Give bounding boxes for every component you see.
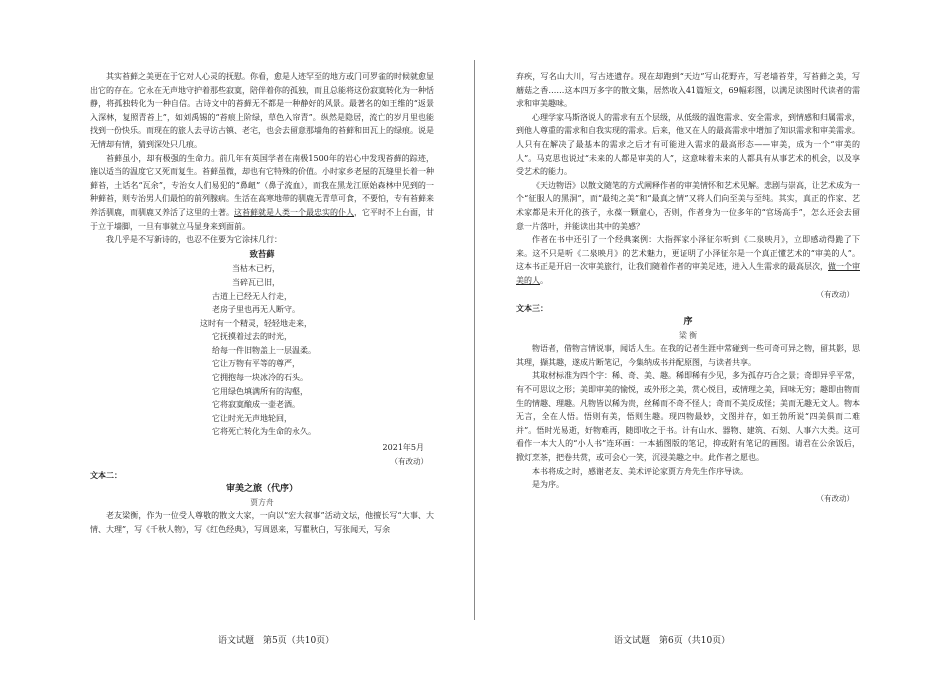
page-footer-left: 语文试题 第5页（共10页）: [218, 636, 335, 646]
poem: [90, 262, 434, 439]
source-note: （有改动）: [390, 456, 428, 466]
author: 梁 衡: [678, 330, 698, 340]
poem-line: 它让时光无声地轮回，: [212, 413, 292, 423]
paragraph: [516, 233, 860, 287]
poem-line: 给每一件旧物盖上一层温柔。: [212, 345, 316, 355]
left-page: [90, 70, 434, 537]
underlined-sentence: 这苔藓就是人类一个最忠实的仆人: [234, 207, 354, 217]
paragraph: 《天边物语》以散文随笔的方式阐释作者的审美情怀和艺术见解。悲剧与崇高，让艺术成为一个“征服人的黑洞”，而“最纯之美”和“最真之情”又将人们向至美与至纯。其实，真正的作家、艺术家都是未开化的孩子，永葆一颗童心，否则，作者身为一位多年的“官场高手”，怎么还会去留意一片落叶，并能读出其中的美感？: [516, 180, 860, 231]
paragraph: 其实苔藓之美更在于它对人心灵的抚慰。你看，愈是人迹罕至的地方或门可罗雀的时候就愈显出它的存在。它永在无声地守护着那些寂寞，陪伴着你的孤独，而且总能将这份寂寞转化为一种恬静，将孤独转化为一种自信。古诗文中的苔藓无不都是一种静好的风景。最著名的如王维的“返景入深林，复照青苔上”，如刘禹锡的“苔痕上阶绿，草色入帘青”。纵然是隐居，流亡的岁月里也能找到一份快乐。而现在的旅人去寻访古镇、老宅，也会去留意那墙角的苔藓和田瓦上的绿痕。说是无情却有情，猜到深处只几痕。: [90, 72, 434, 149]
source-note: （有改动）: [816, 289, 854, 299]
poem-title: 致苔藓: [249, 248, 275, 259]
text: ，它平时不上台面，甘于立于墙脚，一旦有事就立马显身来到面前。: [90, 207, 434, 231]
paragraph: 是为序。: [532, 480, 564, 490]
poem-line: 老房子里也再无人断守。: [212, 305, 300, 315]
poem-line: 它抚摸着过去的时光，: [212, 332, 292, 342]
essay-title: 审美之旅（代序）: [225, 483, 298, 494]
author: 贾方舟: [250, 497, 274, 507]
text: 。: [540, 275, 548, 285]
poem-line: 它将寂寞酿成一壶老酒。: [212, 400, 300, 410]
section-label: 文本三：: [516, 304, 548, 314]
poem-line: 它用绿色填满所有的沟壑，: [212, 386, 308, 396]
paragraph: [90, 152, 434, 234]
paragraph: 本书将成之时，感谢老友、美术评论家贾方舟先生作序导读。: [532, 466, 748, 476]
paragraph: 物语者，借物言情说事，闻话人生。在我的记者生涯中常碰到一些可奇可异之物，留其影，思其理，撷其趣，遂成片断笔记，今集纳成书并配原图，与读者共享。: [516, 344, 860, 367]
poem-line: 当碎瓦已旧，: [232, 277, 280, 287]
text: 作者在书中还引了一个经典案例：大指挥家小泽征尔听到《二泉映月》，立即感动得跪了下来。这不只是听《二泉映月》的艺术魅力，更证明了小泽征尔是一个真正懂艺术的“审美的人”。这本书正是开启一次审美旅行，让我们随着作者的审美足迹，进入人生需求的最高层次，: [516, 235, 860, 272]
date: 2021年5月: [382, 443, 424, 453]
paragraph: 弃疾，写名山大川，写古迹遗存。现在却跑到“天边”写山花野卉，写老墙苔芽，写苔藓之美，写蘑菇之香……这本四万多字的散文集，居然收入41篇短文，69幅彩图，以满足读图时代读者的需求和审美趣味。: [516, 72, 860, 109]
poem-line: 古道上已经无人行走，: [212, 291, 292, 301]
source-note: （有改动）: [816, 493, 854, 503]
essay-title: 序: [683, 316, 693, 327]
page-divider: [474, 60, 475, 620]
poem-line: 这时有一个精灵，轻轻地走来，: [200, 318, 312, 328]
poem-line: 它将死亡转化为生命的永久。: [212, 427, 316, 437]
text: 苔藓虽小，却有极强的生命力。前几年有英国学者在南极1500年的岩心中发现苔藓的踪迹，施以适当的温度它又死而复生。苔藓虽微，却也有它特殊的价值。小时家乡老屋的瓦缝里长着一种藓苔，土话名“瓦余”，专治女人们易犯的“鼻衄”（鼻子流血），而我在黑龙江原始森林中见到的一种藓苔，则专治男人们最怕的前列腺病。生活在高寒地带的驯鹿无青草可食，不要怕，专有苔藓来养活驯鹿，而驯鹿又养活了这里的土著。: [90, 153, 434, 217]
paragraph: 其取材标准为四个字：稀、奇、美、趣。稀即稀有少见，多为孤存巧合之景；奇即异乎平常，有不可思议之形；美即审美的愉悦，或外形之美，赏心悦目，或情理之美，回味无穷；趣即由物而生的情趣、理趣。凡物皆以稀为贵，丝稀而不奇不怪人；奇而不美反成怪；美而无趣无文人。物本无言，全在人悟。悟则有美，悟则生趣。现四物最妙，文图并存，如王勃所说“四美俱而二难并”。悟时光易逝，好物难再，随即收之于书。计有山水、器物、建筑、石刻、人事六大类。这可看作一本大人的“小人书”连环画：一本插图版的笔记，抑或附有笔记的画图。请君在公余饭后，掀灯烹茶，把卷共赏，或可会心一笑，沉浸美趣之中。此作者之愿也。: [516, 371, 860, 463]
section-label: 文本二：: [90, 471, 122, 481]
paragraph: 心理学家马斯洛说人的需求有五个层级，从低级的温饱需求、安全需求，到情感和归属需求，到他人尊重的需求和自我实现的需求。后来，他又在人的最高需求中增加了知识需求和审美需求。人只有在解决了最基本的需求之后才有可能进入需求的最高形态——审美，成为一个“审美的人”。马克思也说过“未来的人都是审美的人”，这意味着未来的人都具有从事艺术的机会，以及享受艺术的能力。: [516, 112, 860, 177]
poem-line: 它让万物有平等的尊严，: [212, 359, 300, 369]
paragraph: 我几乎是不写新诗的，也忍不住要为它涂抹几行：: [106, 235, 282, 245]
poem-line: 它拥抱每一块冰冷的石头。: [212, 373, 308, 383]
page-footer-right: 语文试题 第6页（共10页）: [614, 636, 731, 646]
underlined-sentence: 做一个审美的人: [516, 262, 860, 285]
paragraph: 老友梁衡，作为一位受人尊敬的散文大家，一向以“宏大叙事”活动文坛，他擅长写“大事、大情、大理”，写《千秋人物》，写《红色经典》，写周恩来，写瞿秋白，写张闻天，写余: [90, 511, 434, 534]
right-page: [516, 70, 860, 505]
poem-line: 当枯木已朽，: [232, 264, 280, 274]
